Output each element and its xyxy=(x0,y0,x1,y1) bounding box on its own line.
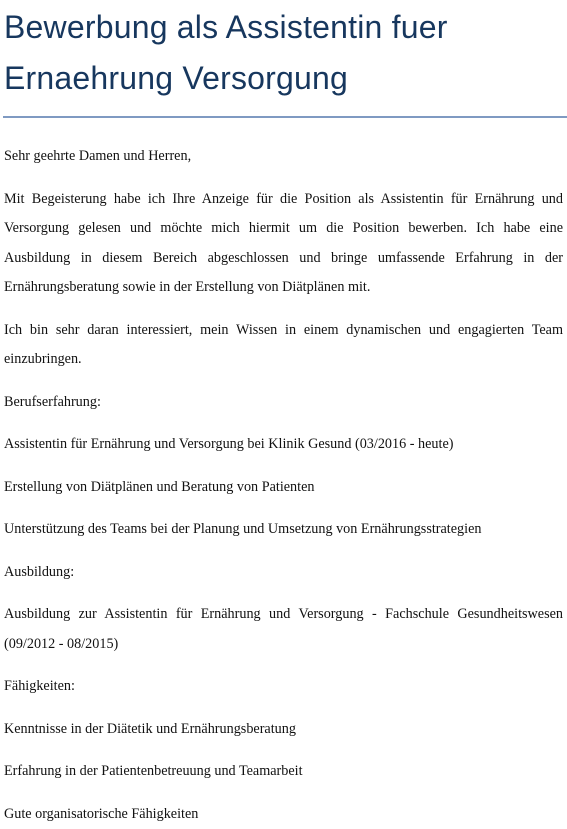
title-divider xyxy=(3,116,567,118)
page-title xyxy=(4,0,563,104)
experience-heading: Berufserfahrung: xyxy=(4,388,563,418)
education-item: Ausbildung zur Assistentin für Ernährung und Versorgung - Fachschule Gesundheitswesen (09/2012 - 08/2015) xyxy=(4,600,563,659)
education-heading: Ausbildung: xyxy=(4,558,563,588)
title-line-1: Bewerbung als Assistentin fuer xyxy=(4,9,448,45)
salutation: Sehr geehrte Damen und Herren, xyxy=(4,142,563,172)
intro-paragraph: Mit Begeisterung habe ich Ihre Anzeige für die Position als Assistentin für Ernährung und Versorgung gelesen und möchte mich hiermit um die Position bewerben. Ich habe eine Ausbildung in diesem Bereich abgeschlossen und bringe umfassende Erfahrung in der Ernährungsberatung sowie in der Erstellung von Diätplänen mit. xyxy=(4,185,563,303)
skills-item: Kenntnisse in der Diätetik und Ernährungsberatung xyxy=(4,715,563,745)
title-line-2: Ernaehrung Versorgung xyxy=(4,60,348,96)
experience-item: Unterstützung des Teams bei der Planung und Umsetzung von Ernährungsstrategien xyxy=(4,515,563,545)
experience-item: Assistentin für Ernährung und Versorgung bei Klinik Gesund (03/2016 - heute) xyxy=(4,430,563,460)
experience-item: Erstellung von Diätplänen und Beratung von Patienten xyxy=(4,473,563,503)
skills-item: Gute organisatorische Fähigkeiten xyxy=(4,800,563,829)
skills-item: Erfahrung in der Patientenbetreuung und Teamarbeit xyxy=(4,757,563,787)
motivation-paragraph: Ich bin sehr daran interessiert, mein Wissen in einem dynamischen und engagierten Team einzubringen. xyxy=(4,316,563,375)
skills-heading: Fähigkeiten: xyxy=(4,672,563,702)
letter-body xyxy=(4,142,563,829)
